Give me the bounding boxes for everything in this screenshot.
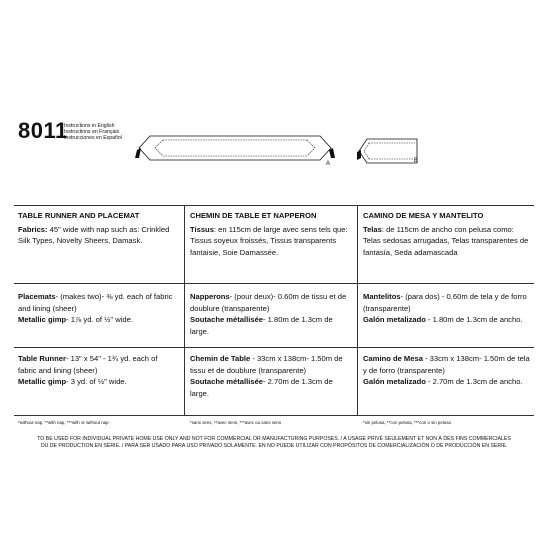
yardage-table [14,205,534,433]
figure-label-b: B [414,158,419,164]
column-spanish [363,210,531,258]
footnote-spanish: *sin pelusa, **con pelusa, ***con o sin pelusa [363,420,451,425]
fabrics-text: : de 115cm de ancho con pelusa como: Telas sedosas arrugadas, Telas transparentes de fantasía, Seda adamascada [363,224,529,257]
column-header-english: TABLE RUNNER AND PLACEMAT [18,211,140,220]
placemat-english [18,291,178,326]
gimp-text: - 3 yd. of ½" wide. [66,377,127,386]
gimp-text: - 1.80m de 1.3cm de ancho. [425,315,523,324]
placemat-drawing [357,139,417,163]
fabrics-text: : en 115cm de large avec sens tels que: Tissus soyeux froissés, Tissus transparents fantaisie, Soie Damassée. [190,224,348,257]
runner-label: Table Runner [18,354,66,363]
gimp-label: Soutache métallisée [190,315,264,324]
table-top-rule [14,205,534,206]
fabrics-label: Fabrics: [18,224,48,234]
column-header-spanish: CAMINO DE MESA Y MANTELITO [363,211,484,220]
gimp-text: - 1⅞ yd. of ½" wide. [66,315,133,324]
gimp-label: Metallic gimp [18,377,67,386]
usage-disclaimer [14,436,534,449]
table-divider-1 [184,205,185,415]
table-divider-2 [357,205,358,415]
placemats-label: Mantelitos [363,292,401,301]
pattern-illustration [135,128,435,168]
runner-label: Chemin de Table [190,354,251,363]
instruction-english: Instructions in English [64,123,115,129]
footnote-french: *sans sens, **avec sens, ***avec ou sans sens [190,420,282,425]
column-english [18,210,178,247]
placemat-french [190,291,352,337]
runner-label: Camino de Mesa [363,354,423,363]
gimp-text: - 2.70m de 1.3cm de large. [190,377,333,398]
placemats-text: - (pour deux)- 0.60m de tissu et de doublure (transparente) [190,292,347,313]
column-header-french: CHEMIN DE TABLE ET NAPPERON [190,211,317,220]
runner-french [190,353,352,399]
fabrics-text: 45" wide with nap such as: Crinkled Silk Types, Novelty Sheers, Damask. [18,224,170,245]
figure-label-a: A [326,161,331,167]
placemats-text: - (makes two)- ⅜ yd. each of fabric and lining (sheer) [18,292,173,313]
gimp-label: Metallic gimp [18,315,67,324]
fabrics-label: Telas [363,224,382,234]
gimp-text: - 1.80m de 1.3cm de large. [190,315,333,336]
instruction-french: Instructions en Français [64,129,120,136]
placemats-text: - (para dos) - 0.60m de tela y de forro (transparente) [363,292,527,313]
placemats-label: Placemats [18,292,56,301]
gimp-text: - 2.70m de 1.3cm de ancho. [425,377,523,386]
runner-text: - 33cm x 138cm- 1.50m de tissu et de doublure (transparente) [190,354,343,375]
table-runner-drawing [135,136,335,160]
fabrics-label: Tissus [190,224,214,234]
disclaimer-line-2: OU DE PRODUCTION EN SÉRIE. / PARA SER USADO PARA USO PRIVADO SOLAMENTE. EN NO PUEDE UTILIZAR CON PROPÓSITOS DE COMERCIALIZACIÓN O DE PRODUCCIÓN EN SERIE. [40,442,508,449]
table-bottom-rule [14,415,534,416]
runner-text: - 13" x 54" - 1¾ yd. each of fabric and lining (sheer) [18,354,158,375]
runner-spanish [363,353,531,388]
runner-text: - 33cm x 138cm- 1.50m de tela y de forro (transparente) [363,354,530,375]
table-rule-1 [14,283,534,284]
gimp-label: Galón metalizado [363,315,426,324]
placemats-label: Napperons [190,292,230,301]
gimp-label: Soutache métallisée [190,377,264,386]
footnote-english: *without nap, **with nap, ***with or without nap [18,420,109,425]
column-french [190,210,352,258]
gimp-label: Galón metalizado [363,377,426,386]
instruction-languages [64,123,122,142]
pattern-number: 8011 [18,118,68,143]
runner-english [18,353,178,388]
instruction-spanish: Instrucciones en Español [64,135,122,142]
table-rule-2 [14,347,534,348]
placemat-spanish [363,291,531,326]
disclaimer-line-1: TO BE USED FOR INDIVIDUAL PRIVATE HOME USE ONLY AND NOT FOR COMMERCIAL OR MANUFACTURING PURPOSES. / A USAGE PRIVÉ SEULEMENT ET NON À DES FINS COMMERCIALES [37,436,511,442]
